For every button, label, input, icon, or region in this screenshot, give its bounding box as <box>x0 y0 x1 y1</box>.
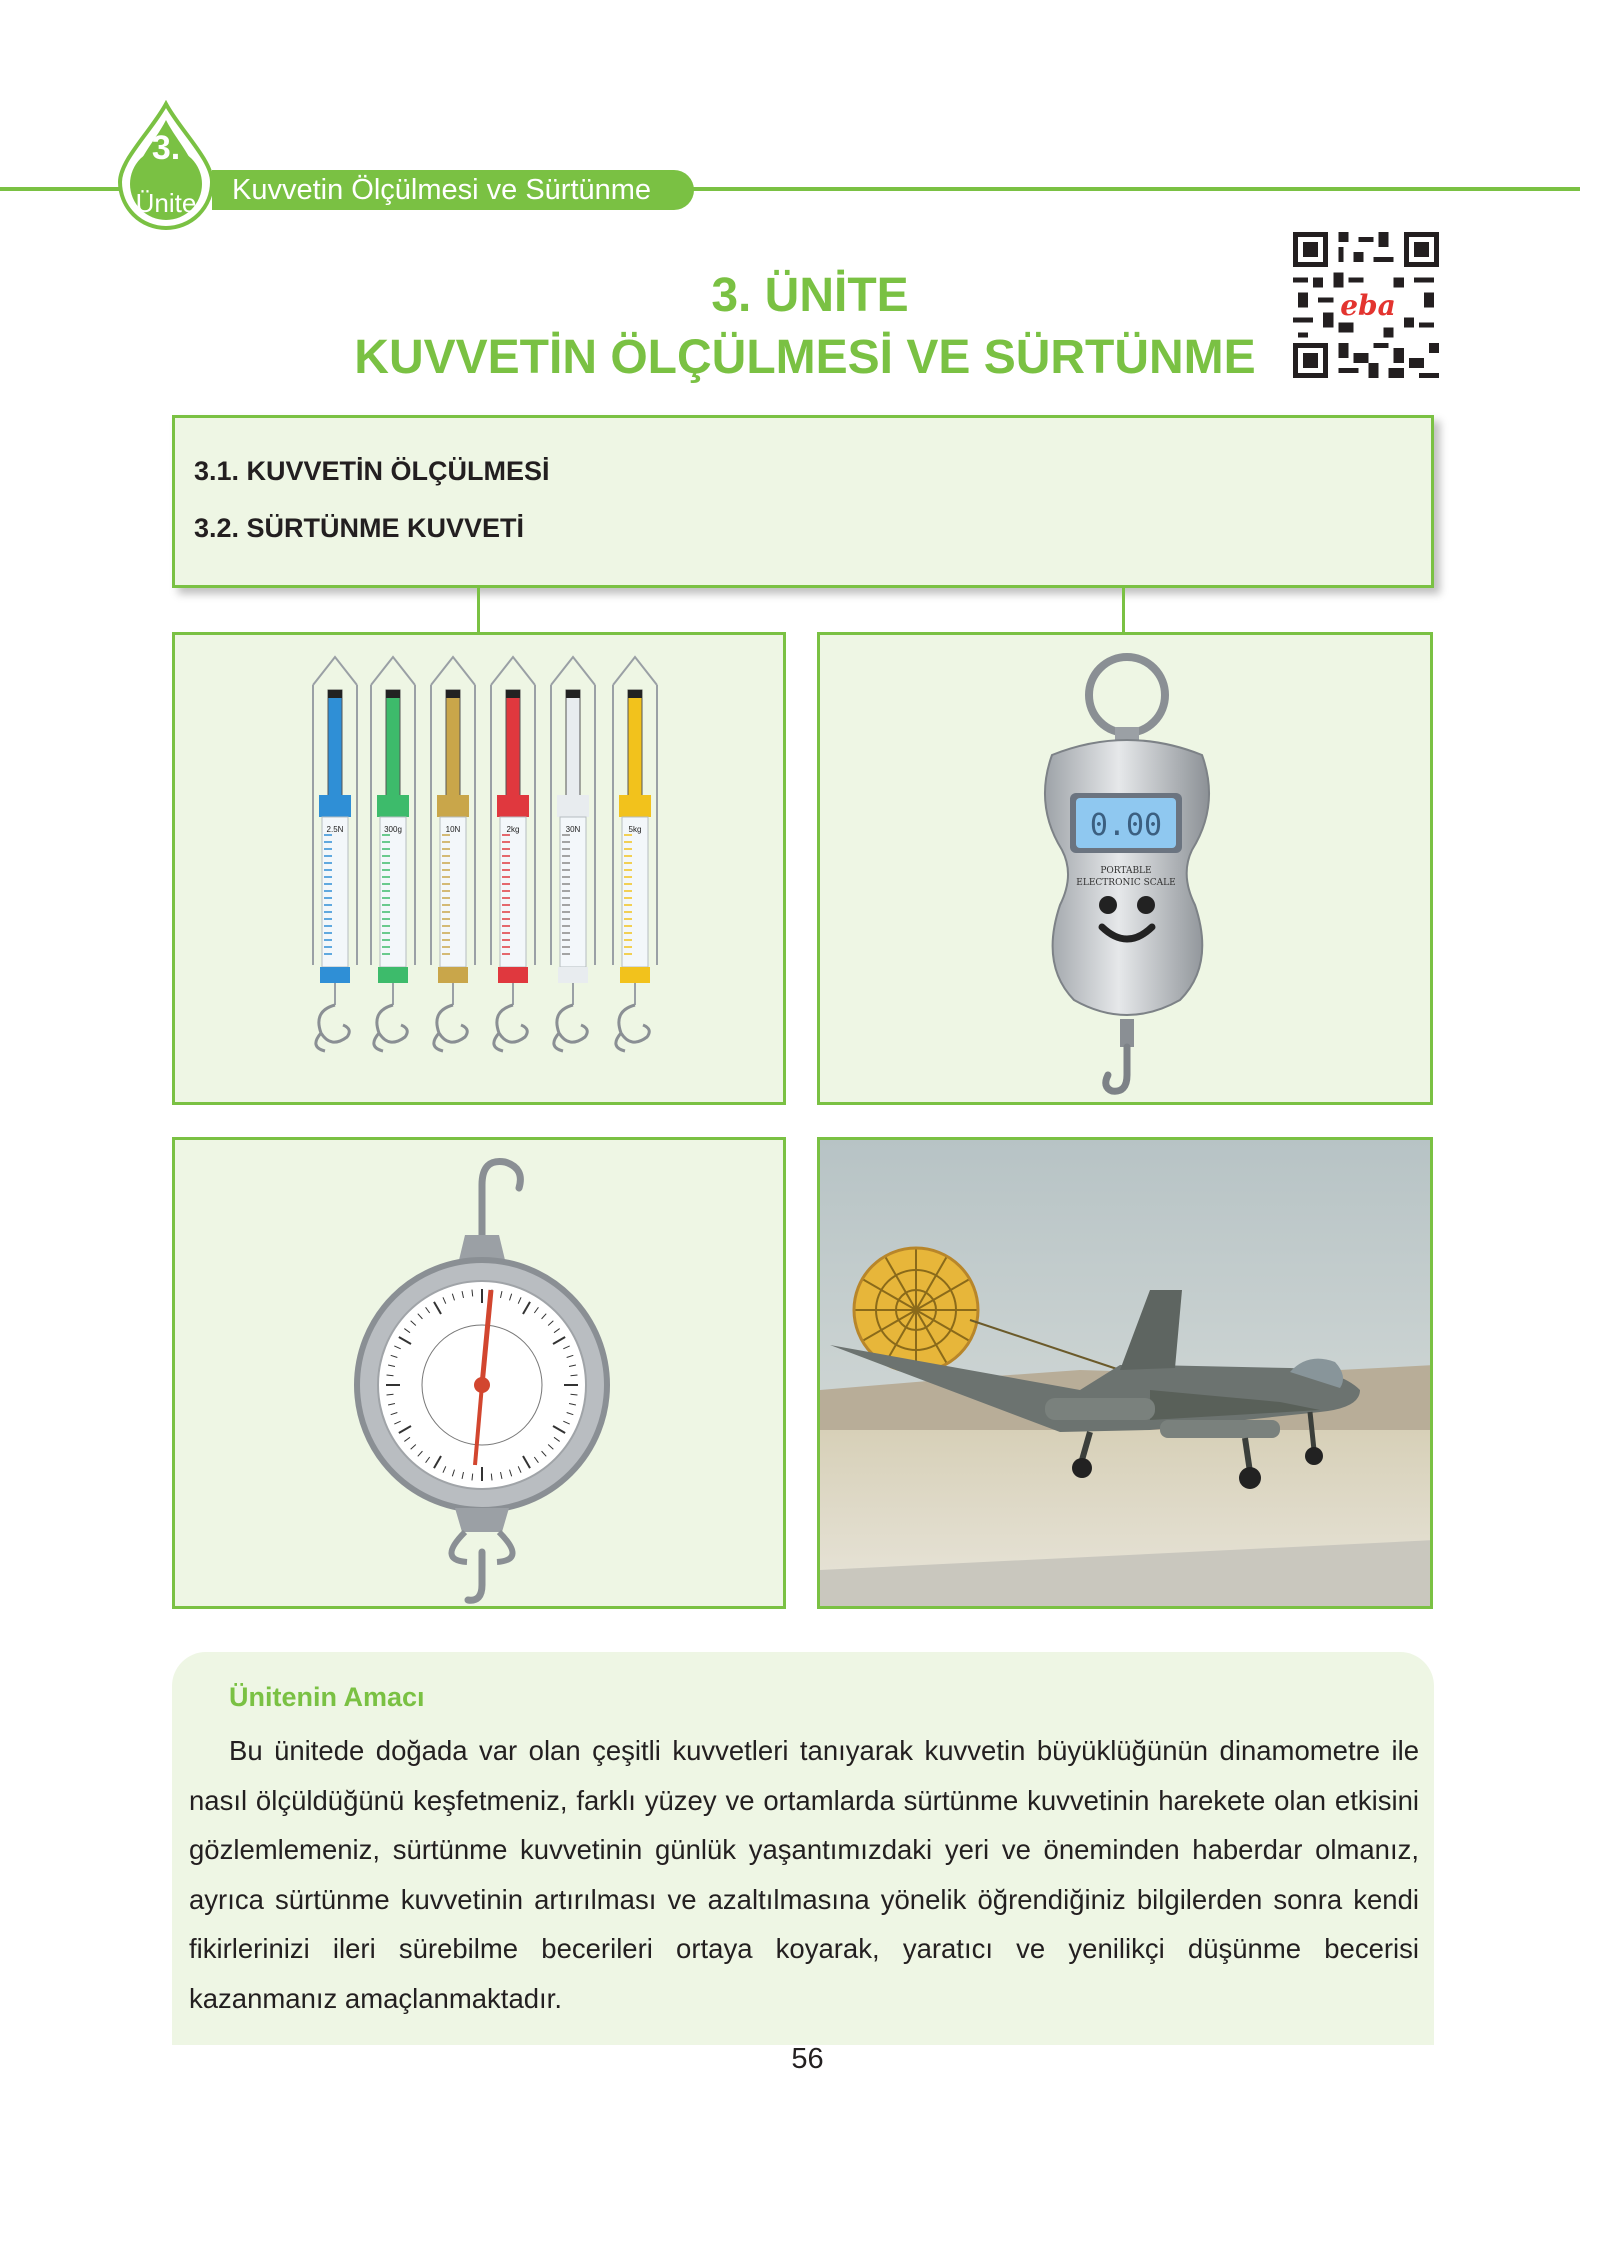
eba-badge: eba <box>1336 292 1400 322</box>
image-spring-scales <box>172 632 786 1105</box>
scale-display: 0.00 <box>1089 808 1163 843</box>
spring-scale-label: 2.5N <box>326 825 344 834</box>
image-digital-scale <box>817 632 1433 1105</box>
image-dial-scale <box>172 1137 786 1609</box>
image-jet-drag-chute <box>817 1137 1433 1609</box>
spring-scale-label: 5kg <box>628 825 642 834</box>
unit-aim-paragraph: Bu ünitede doğada var olan çeşitli kuvvetleri tanıyarak kuvvetin büyüklüğünün dinamometre ile nasıl ölçüldüğünü keşfetmeniz, farklı yüzey ve ortamlarda sürtünme kuvvetinin harekete olan etkisini gözlemlemeniz, sürtünme kuvvetinin günlük yaşantımızdaki yeri ve öneminden haberdar olmanız, ayrıca sürtünme kuvvetinin artırılması ve azaltılmasına yönelik öğrendiğiniz bilgilerden sonra kendi fikirlerinizi ileri sürebilme becerileri ortaya koyarak, yaratıcı ve yenilikçi düşünme becerisi kazanmanız amaçlanmaktadır. <box>189 1735 1419 2014</box>
spring-scale-label: 300g <box>384 825 402 834</box>
page-title-line1: 3. ÜNİTE <box>711 269 909 322</box>
unit-number: 3. <box>151 129 181 167</box>
connector-left <box>477 588 480 632</box>
contents-box <box>172 415 1434 588</box>
connector-right <box>1122 588 1125 632</box>
contents-item-1: 3.1. KUVVETİN ÖLÇÜLMESİ <box>194 456 550 486</box>
unit-aim-text <box>189 1726 1419 2023</box>
page-number: 56 <box>791 2043 824 2075</box>
spring-scale-label: 2kg <box>506 825 520 834</box>
scale-label-line2: ELECTRONIC SCALE <box>1076 878 1176 888</box>
unit-aim-title: Ünitenin Amacı <box>229 1682 425 1712</box>
scale-label-line1: PORTABLE <box>1100 866 1152 876</box>
unit-word: Ünite <box>135 188 197 218</box>
spring-scale-label: 30N <box>565 825 581 834</box>
spring-scale-label: 10N <box>445 825 461 834</box>
unit-topic-label: Kuvvetin Ölçülmesi ve Sürtünme <box>212 170 694 210</box>
contents-item-2: 3.2. SÜRTÜNME KUVVETİ <box>194 513 525 543</box>
unit-aim-box <box>172 1652 1434 2045</box>
page-title-line2: KUVVETİN ÖLÇÜLMESİ VE SÜRTÜNME <box>354 331 1256 384</box>
